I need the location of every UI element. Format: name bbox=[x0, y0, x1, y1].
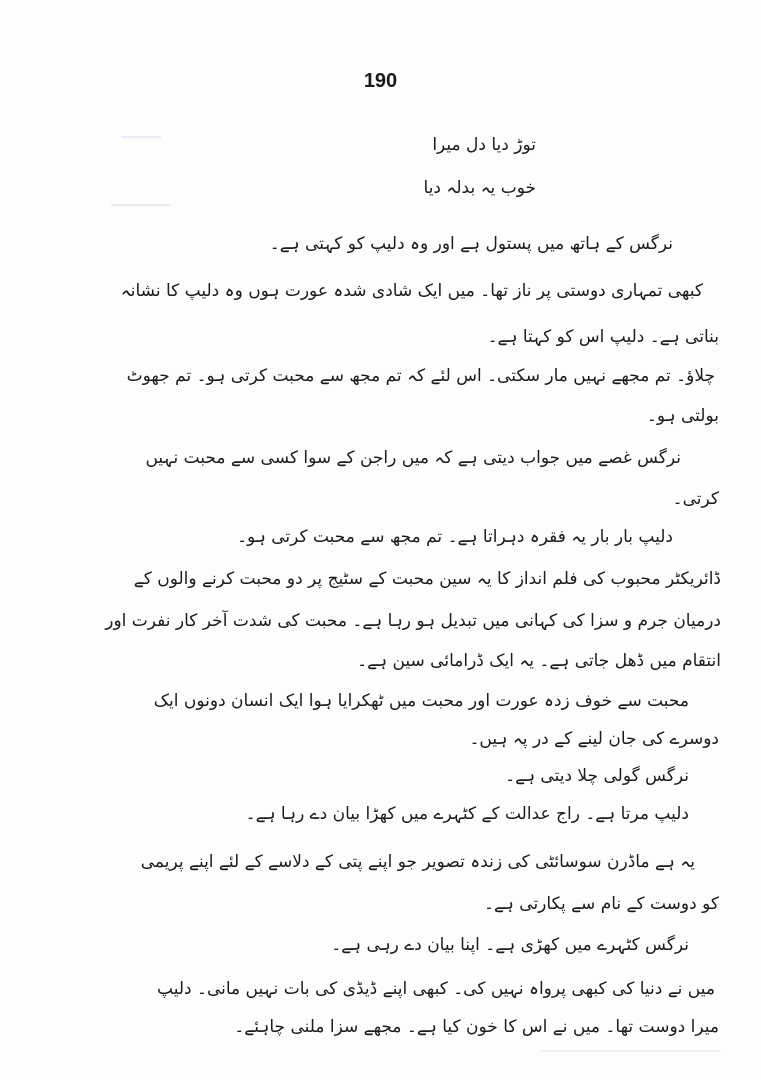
text-line-5: بولتی ہو۔ bbox=[646, 406, 719, 426]
text-line-19: میں نے دنیا کی کبھی پرواہ نہیں کی۔ کبھی اپنے ڈیڈی کی بات نہیں مانی۔ دلیپ bbox=[157, 979, 715, 999]
verse-line-2: خوب یہ بدلہ دیا bbox=[423, 178, 536, 198]
text-line-1: نرگس کے ہاتھ میں پستول ہے اور وہ دلیپ کو کہتی ہے۔ bbox=[269, 234, 673, 254]
text-line-6: نرگس غصے میں جواب دیتی ہے کہ میں راجن کے سوا کسی سے محبت نہیں bbox=[145, 448, 681, 468]
text-line-14: نرگس گولی چلا دیتی ہے۔ bbox=[505, 766, 689, 786]
bleed-through-mark bbox=[111, 190, 171, 206]
text-line-17: کو دوست کے نام سے پکارتی ہے۔ bbox=[483, 894, 719, 914]
text-line-2: کبھی تمہاری دوستی پر ناز تھا۔ میں ایک شادی شدہ عورت ہوں وہ دلیپ کا نشانہ bbox=[120, 281, 703, 301]
text-line-12: محبت سے خوف زدہ عورت اور محبت میں ٹھکرایا ہوا ایک انسان دونوں ایک bbox=[153, 691, 689, 711]
bleed-through-mark bbox=[541, 1040, 721, 1052]
text-line-11: انتقام میں ڈھل جاتی ہے۔ یہ ایک ڈرامائی سین ہے۔ bbox=[357, 651, 721, 671]
bleed-through-mark bbox=[121, 122, 161, 138]
verse-line-1: توڑ دیا دل میرا bbox=[432, 135, 536, 155]
text-line-13: دوسرے کی جان لینے کے در پہ ہیں۔ bbox=[469, 729, 719, 749]
text-line-15: دلیپ مرتا ہے۔ راج عدالت کے کٹہرے میں کھڑا بیان دے رہا ہے۔ bbox=[245, 804, 689, 824]
text-line-7: کرتی۔ bbox=[672, 489, 719, 509]
text-line-16: یہ ہے ماڈرن سوسائٹی کی زندہ تصویر جو اپنے پتی کے دلاسے کے لئے اپنے پریمی bbox=[140, 852, 695, 872]
text-line-18: نرگس کٹہرے میں کھڑی ہے۔ اپنا بیان دے رہی ہے۔ bbox=[331, 935, 689, 955]
text-line-10: درمیان جرم و سزا کی کہانی میں تبدیل ہو رہا ہے۔ محبت کی شدت آخر کار نفرت اور bbox=[105, 611, 721, 631]
text-line-9: ڈائریکٹر محبوب کی فلم انداز کا یہ سین محبت کے سٹیج پر دو محبت کرنے والوں کے bbox=[133, 569, 721, 589]
page-number: 190 bbox=[363, 70, 398, 92]
text-line-8: دلیپ بار بار یہ فقرہ دہراتا ہے۔ تم مجھ سے محبت کرتی ہو۔ bbox=[237, 527, 673, 547]
text-line-20: میرا دوست تھا۔ میں نے اس کا خون کیا ہے۔ مجھے سزا ملنی چاہئے۔ bbox=[234, 1017, 719, 1037]
text-line-3: بناتی ہے۔ دلیپ اس کو کہتا ہے۔ bbox=[487, 327, 719, 347]
text-line-4: چلاؤ۔ تم مجھے نہیں مار سکتی۔ اس لئے کہ تم مجھ سے محبت کرتی ہو۔ تم جھوٹ bbox=[126, 366, 715, 386]
